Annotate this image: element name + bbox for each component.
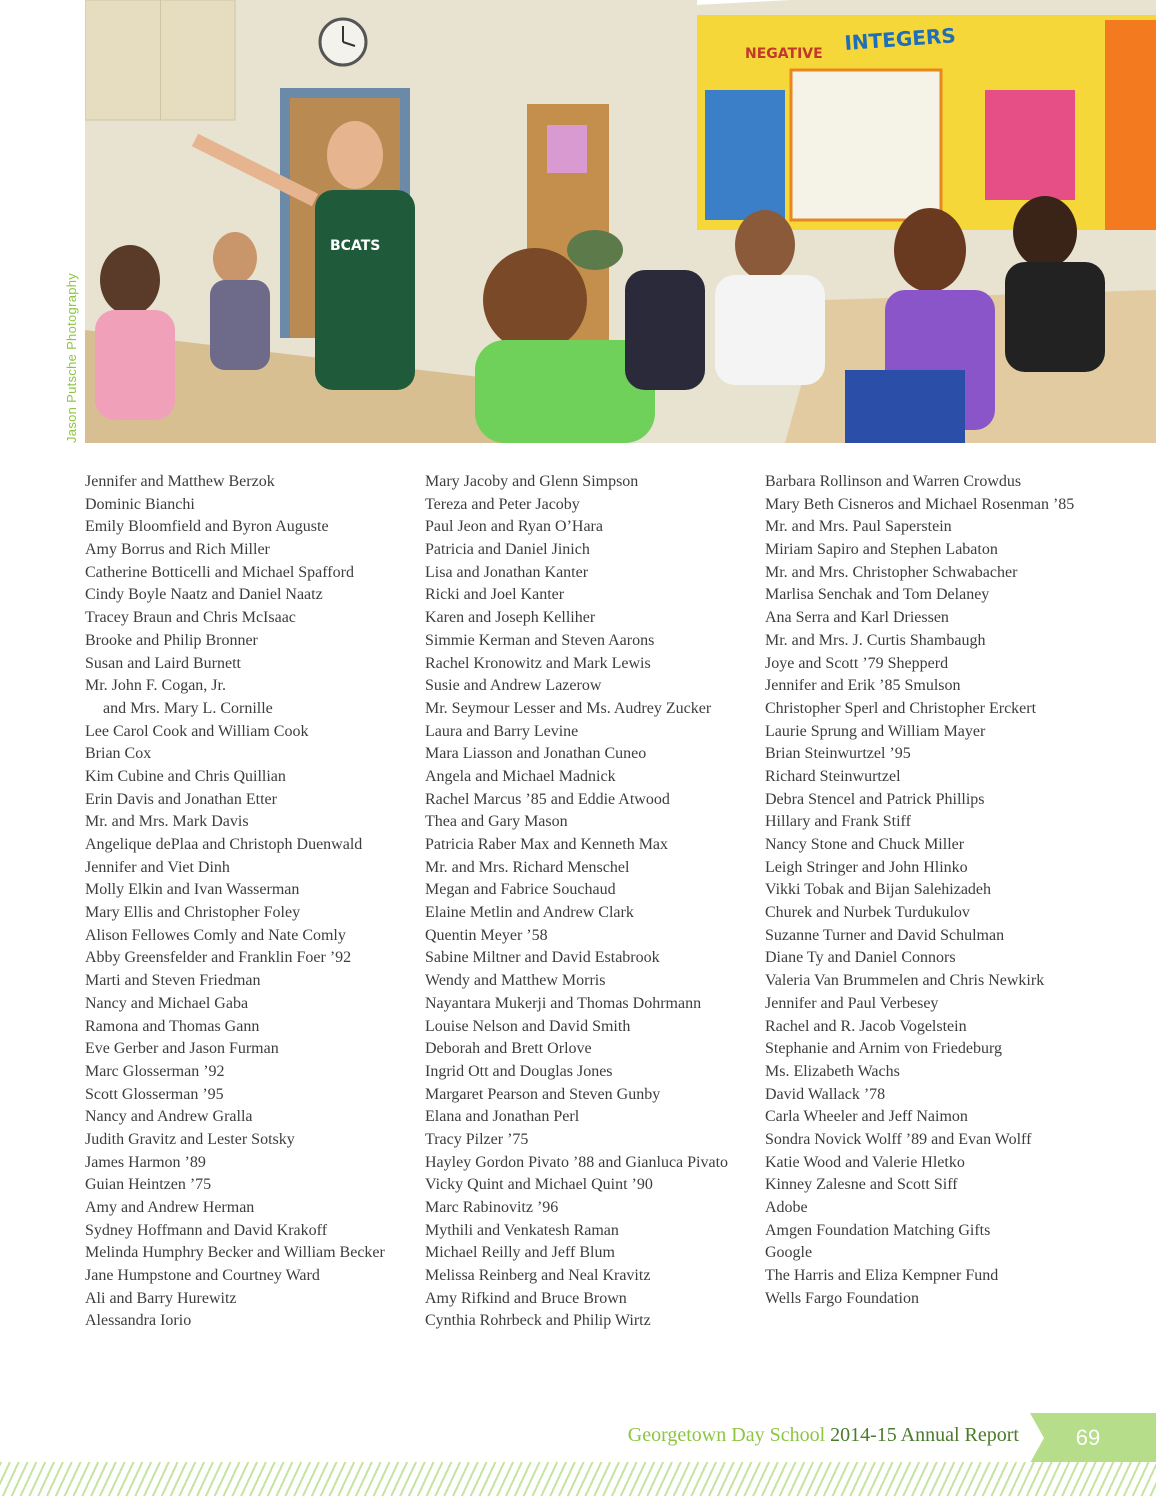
donor-name: Leigh Stringer and John Hlinko bbox=[765, 858, 968, 876]
donor-name: Adobe bbox=[765, 1199, 808, 1216]
donor-name: Brian Cox bbox=[85, 745, 152, 763]
donor-name: Nayantara Mukerji and Thomas Dohrmann bbox=[425, 994, 702, 1012]
donor-name: Suzanne Turner and David Schulman bbox=[765, 926, 1005, 944]
donor-name: Marlisa Senchak and Tom Delaney bbox=[765, 586, 990, 604]
donor-name: Katie Wood and Valerie Hletko bbox=[765, 1153, 965, 1171]
donor-name: Churek and Nurbek Turdukulov bbox=[765, 904, 970, 922]
donor-name: Joye and Scott ’79 Shepperd bbox=[765, 654, 949, 672]
donor-name: Quentin Meyer ’58 bbox=[425, 926, 548, 944]
classroom-photo bbox=[85, 0, 1156, 443]
donor-name: Laurie Sprung and William Mayer bbox=[765, 722, 986, 740]
donor-name: Wells Fargo Foundation bbox=[765, 1289, 919, 1307]
donor-name: Mary Jacoby and Glenn Simpson bbox=[425, 473, 639, 490]
donor-name: Simmie Kerman and Steven Aarons bbox=[425, 631, 655, 649]
donor-name: Ali and Barry Hurewitz bbox=[85, 1289, 237, 1307]
donor-name: Mr. and Mrs. Richard Menschel bbox=[425, 858, 630, 876]
donor-name: Mary Ellis and Christopher Foley bbox=[85, 904, 301, 922]
donor-name: Patricia Raber Max and Kenneth Max bbox=[425, 836, 669, 853]
donor-name: Tracy Pilzer ’75 bbox=[425, 1130, 529, 1148]
donor-name: Melinda Humphry Becker and William Becker bbox=[85, 1244, 385, 1262]
donor-name: Catherine Botticelli and Michael Spafford bbox=[85, 563, 354, 581]
donor-name: Amy Borrus and Rich Miller bbox=[85, 541, 270, 559]
donor-name: Emily Bloomfield and Byron Auguste bbox=[85, 518, 329, 536]
donor-name: Michael Reilly and Jeff Blum bbox=[425, 1244, 615, 1262]
donor-name: Jane Humpstone and Courtney Ward bbox=[85, 1267, 320, 1285]
donor-name: Amy Rifkind and Bruce Brown bbox=[425, 1289, 627, 1307]
donor-name: Lee Carol Cook and William Cook bbox=[85, 722, 309, 740]
donor-name: Rachel and R. Jacob Vogelstein bbox=[765, 1017, 967, 1035]
donor-name: Mr. and Mrs. Christopher Schwabacher bbox=[765, 563, 1018, 581]
footer-title bbox=[628, 1424, 1019, 1447]
donor-name: Megan and Fabrice Souchaud bbox=[425, 881, 616, 899]
donor-name: Jennifer and Viet Dinh bbox=[85, 858, 230, 876]
donor-name: Nancy Stone and Chuck Miller bbox=[765, 836, 965, 853]
donor-name: Tracey Braun and Chris McIsaac bbox=[85, 609, 296, 627]
donor-name: James Harmon ’89 bbox=[85, 1153, 206, 1171]
donor-name: Sydney Hoffmann and David Krakoff bbox=[85, 1221, 328, 1239]
donor-name: Marc Glosserman ’92 bbox=[85, 1062, 225, 1080]
donor-name: Tereza and Peter Jacoby bbox=[425, 495, 580, 513]
donor-name: Margaret Pearson and Steven Gunby bbox=[425, 1085, 661, 1103]
donor-name: Marti and Steven Friedman bbox=[85, 972, 261, 990]
donor-name: Lisa and Jonathan Kanter bbox=[425, 563, 589, 581]
photo-credit: Jason Putsche Photography bbox=[64, 272, 79, 443]
donor-name: Deborah and Brett Orlove bbox=[425, 1040, 592, 1058]
donor-name: Brian Steinwurtzel ’95 bbox=[765, 745, 911, 763]
donor-name: Wendy and Matthew Morris bbox=[425, 972, 606, 990]
donor-name: Amgen Foundation Matching Gifts bbox=[765, 1221, 991, 1239]
donor-name: Mr. Seymour Lesser and Ms. Audrey Zucker bbox=[425, 699, 712, 717]
donor-name: Judith Gravitz and Lester Sotsky bbox=[85, 1130, 295, 1148]
donor-name: Nancy and Michael Gaba bbox=[85, 994, 249, 1012]
donor-name: Mythili and Venkatesh Raman bbox=[425, 1221, 619, 1239]
donor-name: Valeria Van Brummelen and Chris Newkirk bbox=[765, 972, 1045, 990]
donor-name: Diane Ty and Daniel Connors bbox=[765, 949, 956, 967]
donor-name: Vikki Tobak and Bijan Salehizadeh bbox=[765, 881, 992, 899]
donor-name: Paul Jeon and Ryan O’Hara bbox=[425, 518, 603, 536]
svg-text:BCATS: BCATS bbox=[330, 238, 381, 254]
donor-name: Rachel Kronowitz and Mark Lewis bbox=[425, 654, 651, 672]
donor-name: Elaine Metlin and Andrew Clark bbox=[425, 904, 634, 922]
donor-name: Laura and Barry Levine bbox=[425, 722, 579, 740]
donor-name: Marc Rabinovitz ’96 bbox=[425, 1199, 559, 1216]
classroom-illustration bbox=[85, 0, 1156, 443]
donor-name: Kinney Zalesne and Scott Siff bbox=[765, 1176, 958, 1194]
donor-name: Rachel Marcus ’85 and Eddie Atwood bbox=[425, 790, 670, 808]
donor-name: Sondra Novick Wolff ’89 and Evan Wolff bbox=[765, 1130, 1032, 1148]
donor-name: Patricia and Daniel Jinich bbox=[425, 541, 590, 559]
donor-name: Christopher Sperl and Christopher Erckert bbox=[765, 699, 1037, 717]
donor-name: Mr. and Mrs. Mark Davis bbox=[85, 813, 249, 831]
page-number: 69 bbox=[1075, 1425, 1101, 1450]
donor-name: and Mrs. Mary L. Cornille bbox=[103, 699, 273, 717]
svg-text:NEGATIVE: NEGATIVE bbox=[745, 46, 823, 62]
donor-name: Ana Serra and Karl Driessen bbox=[765, 609, 949, 627]
svg-text:INTEGERS: INTEGERS bbox=[843, 23, 957, 55]
donor-name: Ramona and Thomas Gann bbox=[85, 1017, 260, 1035]
donor-name: Mary Beth Cisneros and Michael Rosenman ’85 bbox=[765, 495, 1075, 513]
donor-name: Richard Steinwurtzel bbox=[765, 767, 901, 785]
donor-name: Ms. Elizabeth Wachs bbox=[765, 1062, 900, 1080]
donor-name: The Harris and Eliza Kempner Fund bbox=[765, 1267, 999, 1285]
donor-name: Guian Heintzen ’75 bbox=[85, 1176, 212, 1194]
donor-name: Hayley Gordon Pivato ’88 and Gianluca Pivato bbox=[425, 1153, 729, 1171]
donor-name: Jennifer and Matthew Berzok bbox=[85, 473, 275, 490]
donor-name: Louise Nelson and David Smith bbox=[425, 1017, 631, 1035]
donor-name: David Wallack ’78 bbox=[765, 1085, 886, 1103]
donor-name: Alessandra Iorio bbox=[85, 1312, 192, 1330]
donor-name: Vicky Quint and Michael Quint ’90 bbox=[425, 1176, 653, 1194]
school-name: Georgetown Day School bbox=[627, 1424, 826, 1446]
donor-name: Scott Glosserman ’95 bbox=[85, 1085, 224, 1103]
donor-name: Jennifer and Erik ’85 Smulson bbox=[765, 677, 961, 695]
donor-column-2 bbox=[425, 471, 755, 1333]
donor-name: Carla Wheeler and Jeff Naimon bbox=[765, 1108, 968, 1126]
donor-name: Mr. and Mrs. J. Curtis Shambaugh bbox=[765, 631, 986, 649]
donor-name: Melissa Reinberg and Neal Kravitz bbox=[425, 1267, 651, 1285]
report-title: 2014-15 Annual Report bbox=[825, 1424, 1019, 1446]
donor-name: Mr. and Mrs. Paul Saperstein bbox=[765, 518, 952, 536]
donor-name: Erin Davis and Jonathan Etter bbox=[85, 790, 277, 808]
donor-name: Sabine Miltner and David Estabrook bbox=[425, 949, 660, 967]
donor-name: Stephanie and Arnim von Friedeburg bbox=[765, 1040, 1002, 1058]
donor-name: Alison Fellowes Comly and Nate Comly bbox=[85, 926, 346, 944]
donor-name: Google bbox=[765, 1244, 813, 1262]
donor-name: Mr. John F. Cogan, Jr. bbox=[85, 677, 226, 695]
donor-name: Kim Cubine and Chris Quillian bbox=[85, 767, 286, 785]
donor-name: Cindy Boyle Naatz and Daniel Naatz bbox=[85, 586, 323, 604]
donor-name: Susan and Laird Burnett bbox=[85, 654, 241, 672]
donor-name: Brooke and Philip Bronner bbox=[85, 631, 258, 649]
donor-name: Angela and Michael Madnick bbox=[425, 767, 616, 785]
donor-name: Ricki and Joel Kanter bbox=[425, 586, 565, 604]
donor-name: Thea and Gary Mason bbox=[425, 813, 568, 831]
donor-name: Barbara Rollinson and Warren Crowdus bbox=[765, 473, 1022, 490]
donor-name: Debra Stencel and Patrick Phillips bbox=[765, 790, 985, 808]
footer-stripes bbox=[0, 1462, 1156, 1496]
donor-name: Eve Gerber and Jason Furman bbox=[85, 1040, 279, 1058]
donor-name: Jennifer and Paul Verbesey bbox=[765, 994, 939, 1012]
donor-column-3 bbox=[765, 471, 1095, 1310]
donor-name: Nancy and Andrew Gralla bbox=[85, 1108, 253, 1126]
donor-name: Amy and Andrew Herman bbox=[85, 1199, 255, 1216]
donor-name: Miriam Sapiro and Stephen Labaton bbox=[765, 541, 998, 559]
donor-name: Mara Liasson and Jonathan Cuneo bbox=[425, 745, 647, 763]
donor-column-1 bbox=[85, 471, 415, 1333]
donor-name: Abby Greensfelder and Franklin Foer ’92 bbox=[85, 949, 352, 967]
donor-name: Susie and Andrew Lazerow bbox=[425, 677, 602, 695]
donor-name: Karen and Joseph Kelliher bbox=[425, 609, 596, 627]
donor-name: Molly Elkin and Ivan Wasserman bbox=[85, 881, 300, 899]
donor-name: Dominic Bianchi bbox=[85, 495, 195, 513]
donor-name: Cynthia Rohrbeck and Philip Wirtz bbox=[425, 1312, 651, 1330]
donor-name: Ingrid Ott and Douglas Jones bbox=[425, 1062, 613, 1080]
donor-name: Angelique dePlaa and Christoph Duenwald bbox=[85, 836, 363, 853]
donor-name: Hillary and Frank Stiff bbox=[765, 813, 911, 831]
donor-name: Elana and Jonathan Perl bbox=[425, 1108, 580, 1126]
